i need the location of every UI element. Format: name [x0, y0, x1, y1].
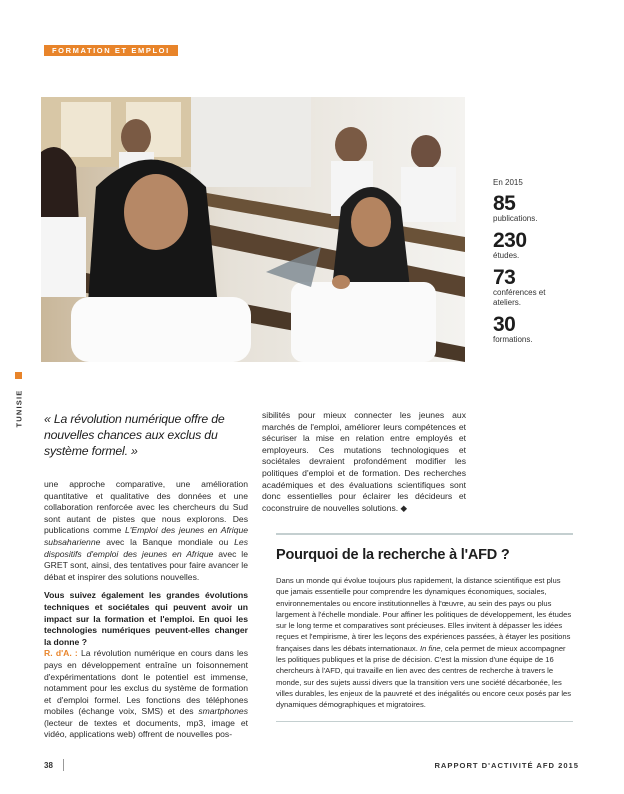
box-top-rule [276, 533, 573, 535]
intro-paragraph: une approche comparative, une amélioration quantitative et qualitative des données et une collaboration renforcée avec les chercheurs du Sud sont autant de pistes que nous explorons. Des publications comme L'Emploi des jeunes en Afrique subsaharienne avec la Banque mondiale ou Les dispositifs d'emploi des jeunes en Afrique avec le GRET sont, ainsi, des tentatives pour faire avancer le débat et inspirer des solutions nouvelles. [44, 479, 249, 582]
footer-divider [63, 759, 64, 771]
stat-value: 85 [493, 192, 516, 215]
stat-value: 73 [493, 266, 516, 289]
box-bottom-rule [276, 721, 573, 722]
classroom-photo [41, 97, 465, 362]
stat-item [493, 231, 603, 261]
page-number: 38 [44, 761, 53, 770]
stat-label: publications. [493, 214, 538, 223]
stat-item [493, 315, 603, 345]
research-box [276, 533, 573, 722]
stat-value: 230 [493, 229, 527, 252]
box-title: Pourquoi de la recherche à l'AFD ? [276, 547, 510, 563]
stat-label: études. [493, 251, 520, 260]
interview-question: Vous suivez également les grandes évolutions techniques et sociétales qui peuvent avoir un impact sur la formation et l'emploi. En quoi les technologies numériques peuvent-elles changer la donne ? [44, 590, 248, 647]
stats-sidebar [493, 178, 603, 352]
stat-item [493, 194, 603, 224]
stat-label: formations. [493, 335, 533, 344]
box-text: Dans un monde qui évolue toujours plus rapidement, la distance scientifique est plus que jamais essentielle pour comprendre les dynamiques économiques, sociales, environnementales ou encore institutionnelles à l'œuvre, au sein des pays ou plus largement à l'échelle mondiale. Pour affiner les politiques de développement, les études sur le long terme et comparatives sont précieuses. Elles invitent à dépasser les idées reçues et l'empirisme, à tirer les leçons des expériences passées, à étayer les positions françaises dans les débats internationaux. In fine, cela permet de mieux accompagner les politiques publiques et la prise de décision. C'est la mission d'une équipe de 16 chercheurs à l'AFD, qui travaille en lien avec des centres de recherche à travers le monde, sur des sujets aussi divers que la transition vers une société décarbonée, les villes durables, les enjeux de la pauvreté et des inégalités ou encore ceux posés par les dynamiques démographiques et migratoires. [276, 576, 572, 710]
report-title: RAPPORT D'ACTIVITÉ AFD 2015 [434, 761, 579, 770]
article-column-2 [262, 410, 466, 514]
interview-answer: R. d'A. : La révolution numérique en cours dans les pays en développement entraîne un foisonnement d'expérimentations dont le potentiel est immense, notamment pour les exclus du système de formation et d'emploi formel. Les fonctions des téléphones mobiles (échange voix, SMS) et des smartphones (lecteur de textes et documents, mp3, image et vidéo, applications web) offrent de nouvelles pos- [44, 648, 248, 740]
country-tab [12, 372, 26, 432]
stat-value: 30 [493, 313, 516, 336]
article-column-1 [44, 479, 248, 741]
country-label: TUNISIE [14, 389, 24, 428]
stat-item [493, 268, 603, 308]
country-marker-icon [15, 372, 22, 379]
section-tag: FORMATION ET EMPLOI [44, 45, 178, 56]
pull-quote: « La révolution numérique offre de nouvelles chances aux exclus du système formel. » [44, 412, 225, 458]
continuation-paragraph: sibilités pour mieux connecter les jeunes aux marchés de l'emploi, améliorer leurs compétences et sécuriser la mise en relation entre employés et employeurs. Ces mutations technologiques et sociétales devraient profondément modifier les politiques d'emploi et de formation. Des recherches académiques et des évaluations scientifiques sont donc essentielles pour éclairer les décideurs et coconstruire de nouvelles solutions. ◆ [262, 410, 466, 513]
stat-label: conférences et ateliers. [493, 288, 546, 307]
stats-year: En 2015 [493, 178, 523, 187]
